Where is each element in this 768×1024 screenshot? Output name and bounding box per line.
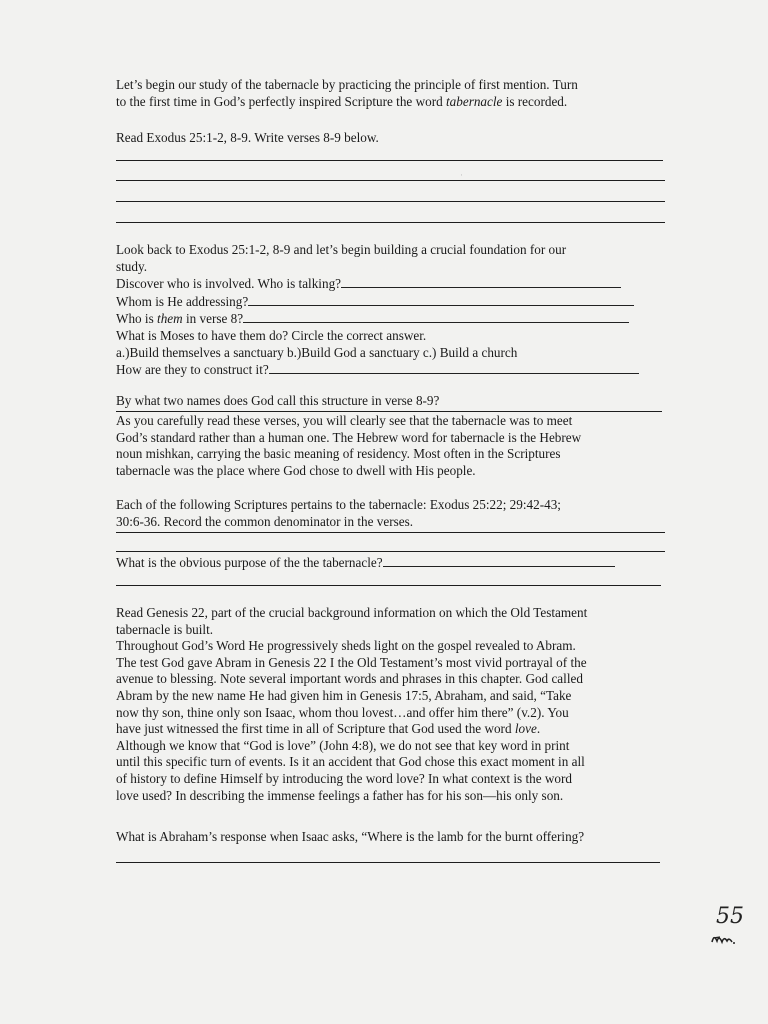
question-who-them-post: in verse 8? [182, 311, 244, 327]
intro-line-2-end: is recorded. [502, 93, 568, 109]
initials-scribble-icon [710, 932, 736, 946]
intro-line-2-text: to the first time in God’s perfectly inspired Scripture the word [116, 93, 446, 109]
question-two-names [116, 393, 662, 412]
handwritten-initials-mark [710, 932, 736, 949]
answer-line[interactable] [116, 180, 665, 181]
question-construct [116, 361, 662, 379]
mishkan-line: As you carefully read these verses, you will clearly see that the tabernacle was to meet [116, 413, 573, 428]
genesis-line: Abram by the new name He had given him in Genesis 17:5, Abraham, and said, “Take [116, 687, 572, 703]
answer-line[interactable] [116, 201, 665, 202]
genesis-line: now thy son, thine only son Isaac, whom thou lovest…and offer him there” (v.2). You [116, 704, 569, 720]
blank-whom-addressing[interactable] [248, 293, 634, 306]
question-two-names-text: By what two names does God call this structure in verse 8-9? [116, 393, 662, 412]
answer-line[interactable] [116, 160, 663, 161]
blank-purpose[interactable] [383, 554, 615, 567]
genesis-line: The test God gave Abram in Genesis 22 I the Old Testament’s most vivid portrayal of the [116, 654, 587, 670]
blank-construct[interactable] [269, 361, 639, 374]
answer-line[interactable] [116, 585, 661, 586]
genesis-line: until this specific turn of events. Is it an accident that God chose this exact moment in all [116, 754, 585, 770]
mishkan-paragraph [116, 413, 662, 479]
question-whom-addressing-text: Whom is He addressing? [116, 293, 249, 309]
intro-paragraph [116, 77, 662, 110]
genesis-line: Although we know that “God is love” (John 4:8), we do not see that key word in print [116, 737, 570, 753]
genesis-line: Read Genesis 22, part of the crucial background information on which the Old Testament [116, 605, 588, 620]
foundation-section [116, 242, 662, 379]
mishkan-line: noun mishkan, carrying the basic meaning of residency. Most often in the Scriptures [116, 446, 561, 462]
question-moses-do: What is Moses to have them do? Circle the correct answer. [116, 327, 427, 343]
genesis-line: Throughout God’s Word He progressively sheds light on the gospel revealed to Abram. [116, 638, 576, 654]
answer-line[interactable] [116, 532, 665, 533]
genesis-line: tabernacle is built. [116, 621, 214, 637]
emphasis-love: love [514, 721, 537, 737]
blank-who-them[interactable] [243, 310, 629, 323]
scriptures-paragraph [116, 497, 662, 530]
intro-emphasis-tabernacle: tabernacle [445, 93, 503, 109]
answer-options[interactable]: a.)Build themselves a sanctuary b.)Build God a sanctuary c.) Build a church [116, 344, 518, 360]
question-who-them-emphasis: them [157, 311, 183, 327]
answer-line[interactable] [116, 222, 665, 223]
blank-who-talking[interactable] [341, 275, 621, 288]
genesis-line: of history to define Himself by introducing the word love? In what context is the word [116, 770, 572, 786]
genesis-line: love used? In describing the immense feelings a father has for his son—his only son. [116, 787, 564, 803]
scriptures-line-1: Each of the following Scriptures pertains to the tabernacle: Exodus 25:22; 29:42-43; [116, 497, 561, 512]
intro-line-1: Let’s begin our study of the tabernacle by practicing the principle of first mention. Turn [116, 77, 578, 92]
scriptures-line-2: 30:6-36. Record the common denominator in the verses. [116, 513, 414, 529]
mishkan-line: God’s standard rather than a human one. The Hebrew word for tabernacle is the Hebrew [116, 429, 582, 445]
genesis-line: avenue to blessing. Note several important words and phrases in this chapter. God called [116, 671, 583, 687]
question-who-talking-text: Discover who is involved. Who is talking? [116, 276, 342, 292]
question-who-talking [116, 275, 662, 293]
handwritten-page-number: 55 [716, 904, 744, 929]
scan-speck: · [460, 170, 463, 180]
question-purpose-text: What is the obvious purpose of the the tabernacle? [116, 555, 383, 570]
mishkan-line: tabernacle was the place where God chose to dwell with His people. [116, 462, 476, 478]
question-whom-addressing [116, 293, 662, 311]
genesis-paragraph [116, 605, 662, 804]
genesis-line-text: have just witnessed the first time in all of Scripture that God used the word [116, 721, 515, 737]
foundation-line-1: Look back to Exodus 25:1-2, 8-9 and let’s begin building a crucial foundation for our [116, 242, 567, 257]
question-purpose [116, 554, 662, 572]
foundation-line-2: study. [116, 258, 148, 274]
intro-line-2 [116, 94, 662, 111]
question-who-them-pre: Who is [116, 311, 158, 327]
genesis-line: have just witnessed the first time in all of Scripture that God used the word love. [116, 721, 541, 737]
answer-line[interactable] [116, 551, 665, 552]
question-abraham-response: What is Abraham’s response when Isaac asks, “Where is the lamb for the burnt offering? [116, 829, 585, 844]
question-construct-text: How are they to construct it? [116, 362, 269, 378]
read-exodus-instruction: Read Exodus 25:1-2, 8-9. Write verses 8-9 below. [116, 130, 379, 145]
answer-line[interactable] [116, 862, 660, 863]
question-who-them [116, 310, 662, 328]
